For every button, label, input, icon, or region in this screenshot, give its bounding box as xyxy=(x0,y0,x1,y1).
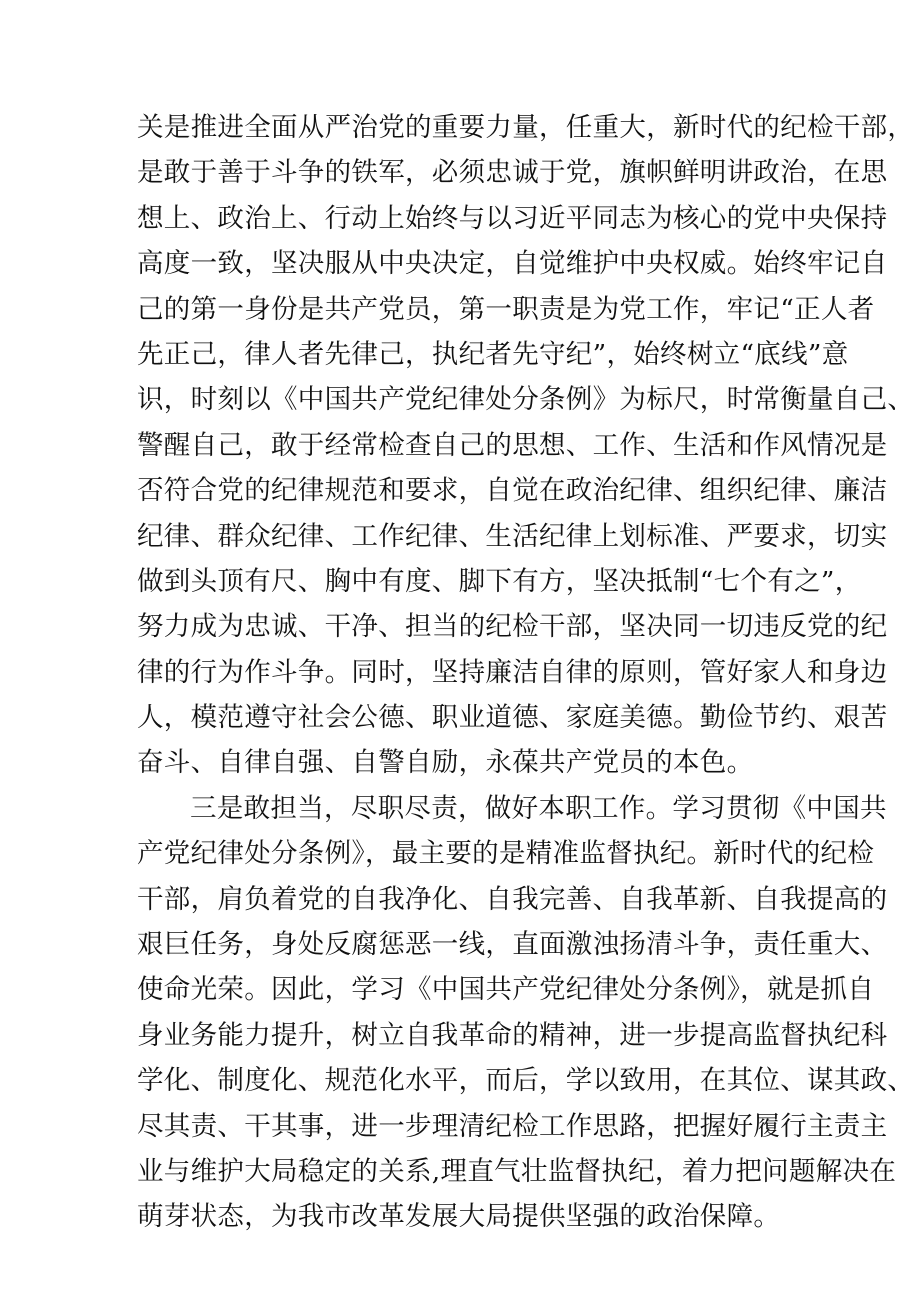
text-line: 高度一致，坚决服从中央决定，自觉维护中央权威。始终牢记自 xyxy=(137,248,888,280)
text-line: 做到头顶有尺、胸中有度、脚下有方，坚决抵制“七个有之”， xyxy=(137,565,862,597)
text-line: 是敢于善于斗争的铁军，必须忠诚于党，旗帜鲜明讲政治，在思 xyxy=(137,157,888,189)
text-line: 干部，肩负着党的自我净化、自我完善、自我革新、自我提高的 xyxy=(137,883,888,915)
text-line: 业与维护大局稳定的关系,理直气壮监督执纪，着力把问题解决在 xyxy=(137,1155,897,1187)
text-line: 萌芽状态，为我市改革发展大局提供坚强的政治保障。 xyxy=(137,1201,781,1233)
text-line: 努力成为忠诚、干净、担当的纪检干部，坚决同一切违反党的纪 xyxy=(137,611,888,643)
text-line: 尽其责、干其事，进一步理清纪检工作思路，把握好履行主责主 xyxy=(137,1110,888,1142)
document-body xyxy=(137,105,915,1240)
text-line: 纪律、群众纪律、工作纪律、生活纪律上划标准、严要求，切实 xyxy=(137,520,888,552)
text-line: 关是推进全面从严治党的重要力量，任重大，新时代的纪检干部， xyxy=(137,112,915,143)
text-line: 律的行为作斗争。同时，坚持廉洁自律的原则，管好家人和身边 xyxy=(137,656,888,688)
text-line: 否符合党的纪律规范和要求，自觉在政治纪律、组织纪律、廉洁 xyxy=(137,475,888,507)
text-line: 警醒自己，敢于经常检查自己的思想、工作、生活和作风情况是 xyxy=(137,429,888,461)
text-line: 身业务能力提升，树立自我革命的精神，进一步提高监督执纪科 xyxy=(137,1019,888,1051)
text-line: 人，模范遵守社会公德、职业道德、家庭美德。勤俭节约、艰苦 xyxy=(137,702,888,734)
text-line: 使命光荣。因此，学习《中国共产党纪律处分条例》，就是抓自 xyxy=(137,974,875,1006)
text-line: 产党纪律处分条例》，最主要的是精准监督执纪。新时代的纪检 xyxy=(137,838,875,870)
text-line: 三是敢担当，尽职尽责，做好本职工作。学习贯彻《中国共 xyxy=(190,792,887,824)
text-line: 学化、制度化、规范化水平，而后，学以致用，在其位、谋其政、 xyxy=(137,1065,915,1097)
text-line: 奋斗、自律自强、自警自励，永葆共产党员的本色。 xyxy=(137,747,754,779)
paragraph-2 xyxy=(137,786,915,1240)
text-line: 己的第一身份是共产党员，第一职责是为党工作，牢记“正人者 xyxy=(137,293,875,325)
text-line: 想上、政治上、行动上始终与以习近平同志为核心的党中央保持 xyxy=(137,202,888,234)
paragraph-1 xyxy=(137,105,915,786)
text-line: 识，时刻以《中国共产党纪律处分条例》为标尺，时常衡量自己、 xyxy=(137,384,915,416)
text-line: 艰巨任务，身处反腐惩恶一线，直面激浊扬清斗争，责任重大、 xyxy=(137,929,888,961)
text-line: 先正己，律人者先律己，执纪者先守纪”，始终树立“底线”意 xyxy=(137,338,849,370)
